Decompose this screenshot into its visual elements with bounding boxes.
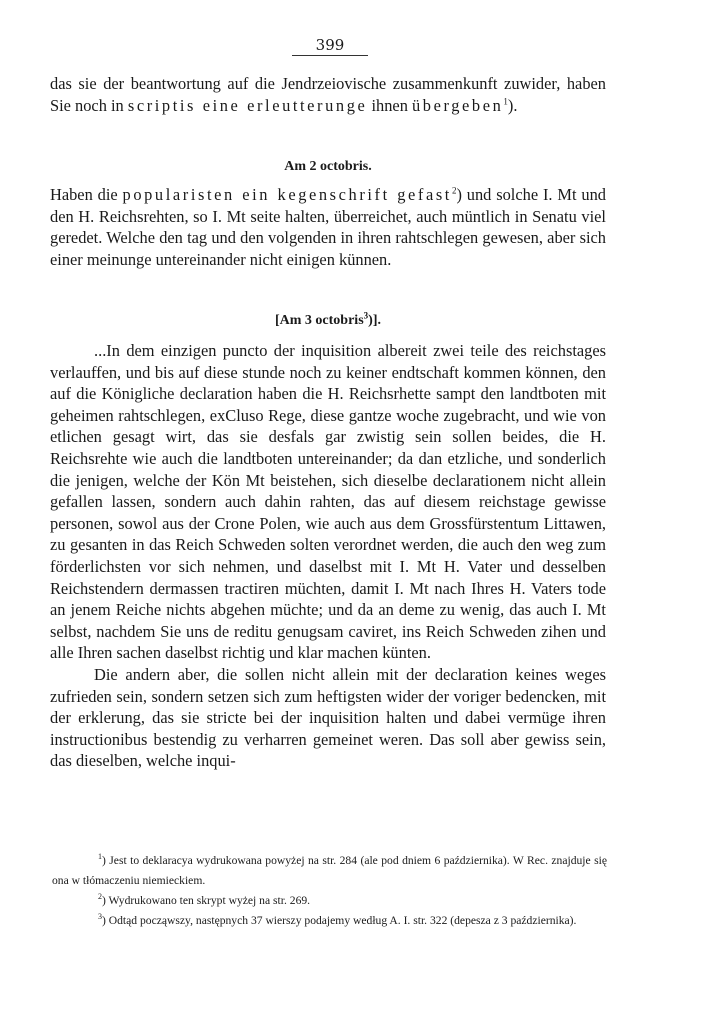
paragraph-continuation <box>50 73 606 116</box>
para1-text-a: das sie der beantwortung auf die Jendrzeiovische zusammenkunft zuwider, haben Sie noch in <box>50 74 606 115</box>
footnote-ref-2: 2 <box>451 185 457 196</box>
para3-text: ...In dem einzigen puncto der inquisition albereit zwei teile des reichstages verlauffen, und bis auf diese stunde noch zu keiner endtschaft kommen können, den auf die Königliche declaration haben die H. Reichsrhette sampt den landtboten mit geheimen rahtschlegen, exCluso Rege, diese gantze woche zugebracht, und wie von etlichen gesagt wirt, das sie desfals gar zwistig sein sollen beides, die H. Reichsrehte wie auch die landtboten untereinander; da dan etzliche, und sonderlich die jenigen, welche der Kön Mt beistehen, sich dieselbe declarationem nicht allein gefallen lassen, sondern auch dahin rahten, das auf diesem reichstage gewisse personen, sowol aus der Crone Polen, wie auch aus dem Grossfürstentum Littawen, zu gesanten in das Reich Schweden solten verordnet werden, die auch den weg zum förderlichsten vor sich nehmen, und daselbst mit I. Mt H. Vater und desselben Reichstendern dermassen tractiren müchten, damit I. Mt nach Ihres H. Vaters tode an jenem Reiche nichts abgehen müchte; und da an deme zu wenig, das auch I. Mt selbst, nachdem Sie uns de reditu genugsam caviret, ins Reich Schweden zihen und alle Ihren sachen daselbst richtig und klar machen künten. <box>50 341 606 663</box>
heading2-text-b: )]. <box>368 313 381 328</box>
para2-spaced-a: popularisten ein kegenschrift gefast <box>122 185 452 204</box>
para1-text-b: ihnen <box>367 95 412 115</box>
date-heading-2-october: Am 2 octobris. <box>284 159 372 174</box>
para2-text-b: ) und solche I. Mt und den H. Reichsrehten, so I. Mt seite halten, überreichet, auch müntlich in Senatu viel geredet. Welche den tag und den volgenden in ihren rahtschlegen gewesen, aber sich einer meinunge untereinander nicht einigen künnen. <box>50 185 606 269</box>
footnotes <box>52 851 607 931</box>
heading2-text-a: [Am 3 octobris <box>275 313 364 328</box>
footnote-1: $^1$) Jest to deklaracya wydrukowana powyżej na str. 284 (ale pod dniem 6 października). W Rec. znajduje się ona w tłómaczeniu niemieckiem. <box>52 852 607 887</box>
para1-text-c: ). <box>507 95 518 115</box>
para1-spaced-a: scriptis eine erleutterunge <box>127 95 368 115</box>
para4-text: Die andern aber, die sollen nicht allein mit der declaration keines weges zufrieden sein, sondern setzen sich zum heftigsten wider der voriger bedencken, mit der erklerung, das sie stricte bei der inquisition halten und dabei vermüge ihren instructionibus bestendig zu verharren gemeinet weren. Das soll aber gewiss sein, das dieselben, welche inqui- <box>50 664 606 771</box>
para2-text-a: Haben die <box>50 185 123 204</box>
page-number: 399 <box>0 36 660 54</box>
paragraph-popularisten <box>50 184 606 270</box>
date-heading-3-october <box>50 310 606 329</box>
footnote-2: $^2$) Wydrukowano ten skrypt wyżej na str. 269. <box>98 892 311 907</box>
footnote-3: $^3$) Odtąd począwszy, następnych 37 wierszy podajemy według A. I. str. 322 (depesza z 3 października). <box>98 912 577 927</box>
footnote-ref-1: 1 <box>503 96 508 107</box>
footnote-ref-3: 3 <box>363 310 369 321</box>
para1-spaced-b: übergeben <box>412 95 504 115</box>
paragraph-inquisition <box>50 340 606 772</box>
